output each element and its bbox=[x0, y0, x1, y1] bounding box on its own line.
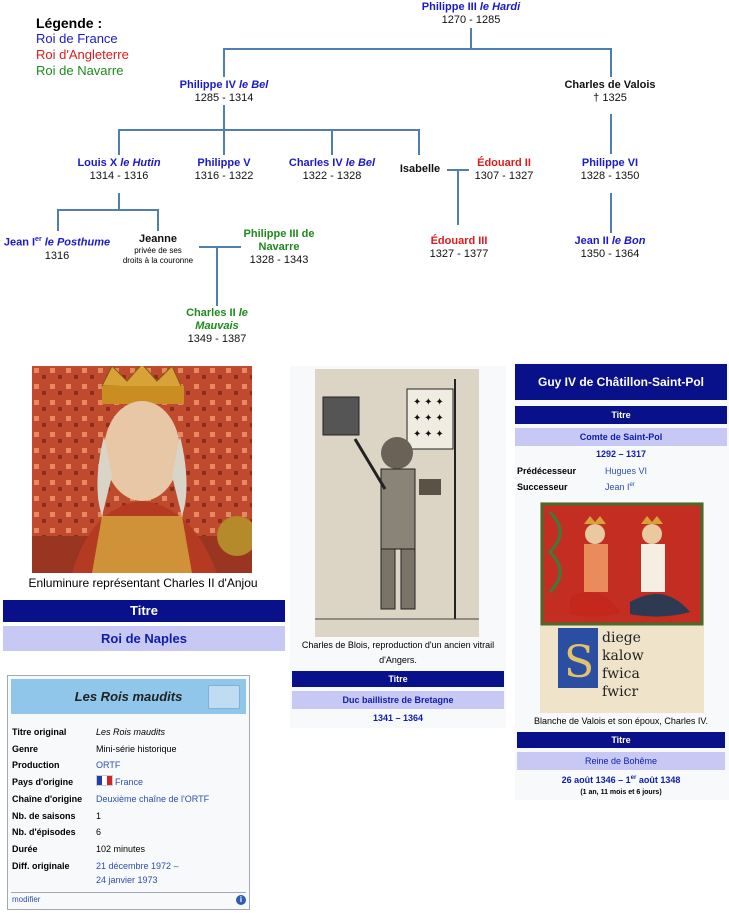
node-philippe-iii-navarre bbox=[228, 228, 330, 267]
svg-text:✦ ✦ ✦: ✦ ✦ ✦ bbox=[413, 413, 444, 424]
philippe-vi-years: 1328 - 1350 bbox=[580, 170, 640, 182]
blanche-title-value[interactable]: Reine de Bohême bbox=[517, 752, 725, 770]
row-value: Mini-série historique bbox=[96, 744, 177, 754]
charles-iv-link[interactable]: Charles IV le Bel bbox=[288, 157, 376, 169]
blois-caption-line1: Charles de Blois, reproduction d'un ancien vitrail bbox=[301, 640, 495, 650]
blanche-title-label: Titre bbox=[517, 732, 725, 748]
charles-valois-link[interactable]: Charles de Valois bbox=[564, 79, 656, 91]
edouard-iii-link[interactable]: Édouard III bbox=[430, 235, 488, 247]
anjou-title-label: Titre bbox=[3, 600, 285, 622]
panel-blois bbox=[290, 366, 506, 728]
guy-predecessor-label: Prédécesseur bbox=[517, 466, 577, 476]
node-charles-ii bbox=[172, 307, 262, 346]
row-key: Diff. originale bbox=[12, 861, 70, 871]
philippe-iii-navarre-years: 1328 - 1343 bbox=[249, 254, 309, 266]
guy-predecessor-link[interactable]: Hugues VI bbox=[605, 466, 648, 476]
legend bbox=[36, 15, 129, 79]
legend-title: Légende : bbox=[36, 15, 103, 31]
guy-title-value[interactable]: Comte de Saint-Pol bbox=[515, 428, 727, 446]
country-value bbox=[96, 775, 143, 789]
row-value: 6 bbox=[96, 827, 102, 837]
charles-ii-link-2[interactable]: Mauvais bbox=[195, 320, 239, 332]
jeanne-note-2: droits à la couronne bbox=[122, 256, 194, 265]
svg-text:fwica: fwica bbox=[602, 666, 640, 682]
tv-icon bbox=[208, 685, 240, 709]
edouard-ii-link[interactable]: Édouard II bbox=[477, 157, 531, 169]
philippe-vi-link[interactable]: Philippe VI bbox=[581, 157, 639, 169]
row-value: 102 minutes bbox=[96, 844, 146, 854]
jean-ii-years: 1350 - 1364 bbox=[580, 248, 640, 260]
blanche-caption: Blanche de Valois et son époux, Charles IV. bbox=[533, 716, 709, 726]
svg-text:✦ ✦ ✦: ✦ ✦ ✦ bbox=[413, 397, 444, 408]
philippe-iii-link[interactable]: Philippe III le Hardi bbox=[421, 1, 521, 13]
guy-successor-label: Successeur bbox=[517, 482, 568, 492]
row-key: Genre bbox=[12, 744, 39, 754]
edouard-ii-years: 1307 - 1327 bbox=[474, 170, 534, 182]
svg-text:✦ ✦ ✦: ✦ ✦ ✦ bbox=[413, 429, 444, 440]
svg-text:S: S bbox=[564, 637, 595, 688]
anjou-illumination-image bbox=[32, 366, 252, 573]
isabelle-link[interactable]: Isabelle bbox=[399, 163, 441, 175]
blois-engraving-image bbox=[315, 369, 479, 637]
infobox-title: Les Rois maudits bbox=[74, 689, 183, 704]
node-jean-ii bbox=[560, 235, 660, 261]
legend-item-france: Roi de France bbox=[36, 31, 118, 46]
info-icon[interactable]: i bbox=[236, 895, 246, 905]
infobox-footer-divider bbox=[11, 892, 246, 893]
jean-i-link[interactable]: Jean Ier le Posthume bbox=[3, 236, 111, 249]
svg-text:kalow: kalow bbox=[602, 648, 644, 664]
node-philippe-iii bbox=[400, 1, 542, 27]
row-key: Nb. d'épisodes bbox=[12, 827, 76, 837]
row-value: 1 bbox=[96, 811, 102, 821]
broadcast-start-link[interactable]: 21 décembre 1972 – bbox=[96, 861, 179, 871]
charles-valois-years: † 1325 bbox=[593, 92, 627, 104]
philippe-iii-years: 1270 - 1285 bbox=[441, 14, 501, 26]
row-value: Les Rois maudits bbox=[96, 727, 166, 737]
blois-title-label: Titre bbox=[292, 671, 504, 687]
guy-successor-link[interactable]: Jean Ier bbox=[605, 482, 635, 492]
philippe-iii-navarre-link[interactable]: Philippe III de bbox=[243, 228, 315, 240]
node-isabelle bbox=[392, 163, 448, 176]
node-edouard-ii bbox=[464, 157, 544, 183]
jeanne-link[interactable]: Jeanne bbox=[139, 233, 177, 245]
node-philippe-vi bbox=[565, 157, 655, 183]
louis-x-link[interactable]: Louis X le Hutin bbox=[77, 157, 161, 169]
infobox-title-bar bbox=[11, 679, 246, 714]
row-key: Chaîne d'origine bbox=[12, 794, 83, 804]
country-link[interactable]: France bbox=[115, 777, 144, 787]
edouard-iii-years: 1327 - 1377 bbox=[429, 248, 489, 260]
node-philippe-v bbox=[174, 157, 274, 183]
jeanne-note-1: privée de ses bbox=[134, 246, 182, 255]
philippe-iii-navarre-link-2[interactable]: Navarre bbox=[258, 241, 300, 253]
blois-title-value[interactable]: Duc baillistre de Bretagne bbox=[292, 691, 504, 709]
louis-x-years: 1314 - 1316 bbox=[89, 170, 149, 182]
blois-years[interactable]: 1341 – 1364 bbox=[372, 713, 424, 723]
node-philippe-iv bbox=[160, 79, 288, 105]
france-flag-icon bbox=[96, 775, 113, 786]
channel-link[interactable]: Deuxième chaîne de l'ORTF bbox=[96, 794, 210, 804]
node-jean-i bbox=[0, 233, 114, 263]
legend-item-england: Roi d'Angleterre bbox=[36, 47, 129, 62]
row-key: Durée bbox=[12, 844, 38, 854]
svg-text:fwicr: fwicr bbox=[602, 684, 639, 700]
node-edouard-iii bbox=[414, 235, 504, 261]
row-key: Nb. de saisons bbox=[12, 811, 76, 821]
blois-caption-line2: d'Angers. bbox=[379, 655, 417, 665]
guy-header: Guy IV de Châtillon-Saint-Pol bbox=[515, 364, 727, 400]
edit-link[interactable]: modifier bbox=[12, 895, 41, 904]
anjou-caption: Enluminure représentant Charles II d'Anjou bbox=[28, 576, 258, 590]
node-charles-iv bbox=[276, 157, 388, 183]
blanche-dates[interactable]: 26 août 1346 – 1er août 1348 bbox=[561, 775, 681, 785]
jean-ii-link[interactable]: Jean II le Bon bbox=[574, 235, 646, 247]
philippe-v-years: 1316 - 1322 bbox=[194, 170, 254, 182]
charles-ii-years: 1349 - 1387 bbox=[187, 333, 247, 345]
node-jeanne bbox=[118, 233, 198, 266]
legend-item-navarre: Roi de Navarre bbox=[36, 63, 124, 78]
svg-text:diege: diege bbox=[602, 630, 641, 646]
broadcast-end-link[interactable]: 24 janvier 1973 bbox=[96, 875, 158, 885]
infobox-rois-maudits bbox=[7, 675, 250, 910]
guy-title-label: Titre bbox=[515, 406, 727, 424]
blanche-valois-manuscript-image bbox=[540, 502, 704, 713]
anjou-title-value[interactable]: Roi de Naples bbox=[3, 626, 285, 651]
node-charles-valois bbox=[548, 79, 672, 105]
guy-years[interactable]: 1292 – 1317 bbox=[595, 449, 647, 459]
jean-i-years: 1316 bbox=[44, 249, 70, 262]
philippe-iv-link[interactable]: Philippe IV le Bel bbox=[179, 79, 269, 91]
blanche-duration: (1 an, 11 mois et 6 jours) bbox=[580, 789, 662, 796]
row-key: Titre original bbox=[12, 727, 67, 737]
charles-ii-link[interactable]: Charles II le bbox=[186, 307, 248, 319]
node-louis-x bbox=[60, 157, 178, 183]
charles-iv-years: 1322 - 1328 bbox=[302, 170, 362, 182]
philippe-iv-years: 1285 - 1314 bbox=[194, 92, 254, 104]
production-link[interactable]: ORTF bbox=[96, 760, 121, 770]
philippe-v-link[interactable]: Philippe V bbox=[197, 157, 251, 169]
panel-guy bbox=[515, 362, 729, 800]
row-key: Production bbox=[12, 760, 60, 770]
row-key: Pays d'origine bbox=[12, 777, 74, 787]
